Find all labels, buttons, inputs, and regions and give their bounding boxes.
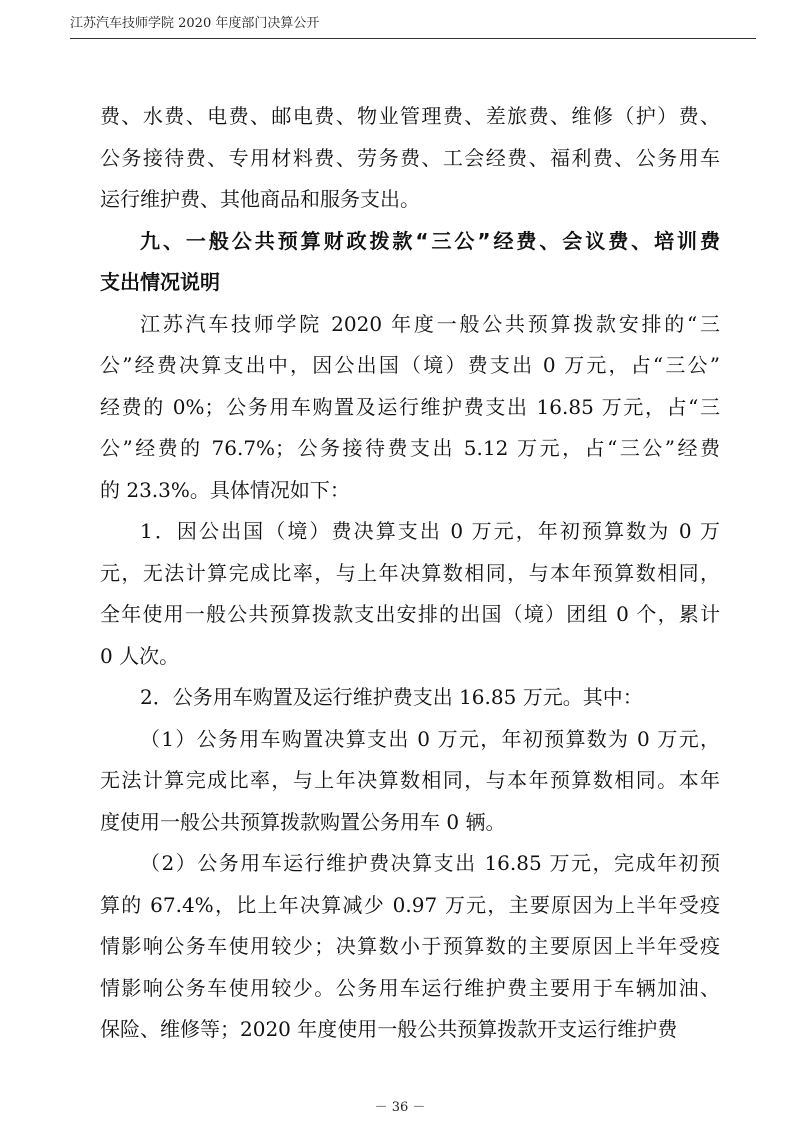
text-line: 2．公务用车购置及运行维护费支出 16.85 万元。其中： — [140, 685, 643, 709]
text-line: （2）公务用车运行维护费决算支出 16.85 万元，完成年初预 — [140, 851, 720, 875]
text-line: 元，无法计算完成比率，与上年决算数相同，与本年预算数相同， — [100, 560, 720, 585]
text-line: 九、一般公共预算财政拨款“三公”经费、会议费、培训费 — [140, 228, 720, 253]
paragraph — [100, 304, 720, 512]
text-line: 公务接待费、专用材料费、劳务费、工会经费、福利费、公务用车 — [100, 145, 720, 170]
page-header — [70, 10, 756, 39]
text-line: 费、水费、电费、邮电费、物业管理费、差旅费、维修（护）费、 — [100, 104, 720, 128]
text-line: 度使用一般公共预算拨款购置公务用车 0 辆。 — [100, 809, 506, 834]
text-line: 1．因公出国（境）费决算支出 0 万元，年初预算数为 0 万 — [140, 519, 720, 543]
page-number: － 36 － — [374, 1100, 426, 1115]
text-line: 的 23.3%。具体情况如下： — [100, 477, 350, 502]
text-line: 无法计算完成比率，与上年决算数相同，与本年预算数相同。本年 — [100, 768, 720, 792]
text-line: 支出情况说明 — [100, 270, 220, 294]
document-body — [100, 96, 720, 1051]
paragraph — [100, 511, 720, 677]
paragraph — [100, 96, 720, 221]
text-line: （1）公务用车购置决算支出 0 万元，年初预算数为 0 万元， — [140, 726, 720, 751]
text-line: 经费的 0%；公务用车购置及运行维护费支出 16.85 万元，占“三 — [100, 394, 720, 419]
text-line: 全年使用一般公共预算拨款支出安排的出国（境）团组 0 个，累计 — [100, 602, 720, 626]
text-line: 公”经费决算支出中，因公出国（境）费支出 0 万元，占“三公” — [100, 353, 720, 377]
text-line: 运行维护费、其他商品和服务支出。 — [100, 187, 420, 211]
paragraph — [100, 677, 720, 719]
page-footer — [0, 1096, 800, 1115]
paragraph — [100, 843, 720, 1051]
paragraph — [100, 719, 720, 844]
text-line: 算的 67.4%，比上年决算减少 0.97 万元，主要原因为上半年受疫 — [100, 892, 720, 917]
text-line: 情影响公务车使用较少；决算数小于预算数的主要原因上半年受疫 — [100, 934, 720, 958]
text-line: 0 人次。 — [100, 643, 180, 668]
section-heading — [100, 221, 720, 304]
text-line: 情影响公务车使用较少。公务用车运行维护费主要用于车辆加油、 — [100, 975, 720, 1000]
text-line: 公”经费的 76.7%；公务接待费支出 5.12 万元，占“三公”经费 — [100, 436, 720, 460]
text-line: 江苏汽车技师学院 2020 年度一般公共预算拨款安排的“三 — [140, 311, 720, 336]
header-title: 江苏汽车技师学院 2020 年度部门决算公开 — [70, 16, 320, 31]
text-line: 保险、维修等；2020 年度使用一般公共预算拨款开支运行维护费 — [100, 1017, 678, 1041]
